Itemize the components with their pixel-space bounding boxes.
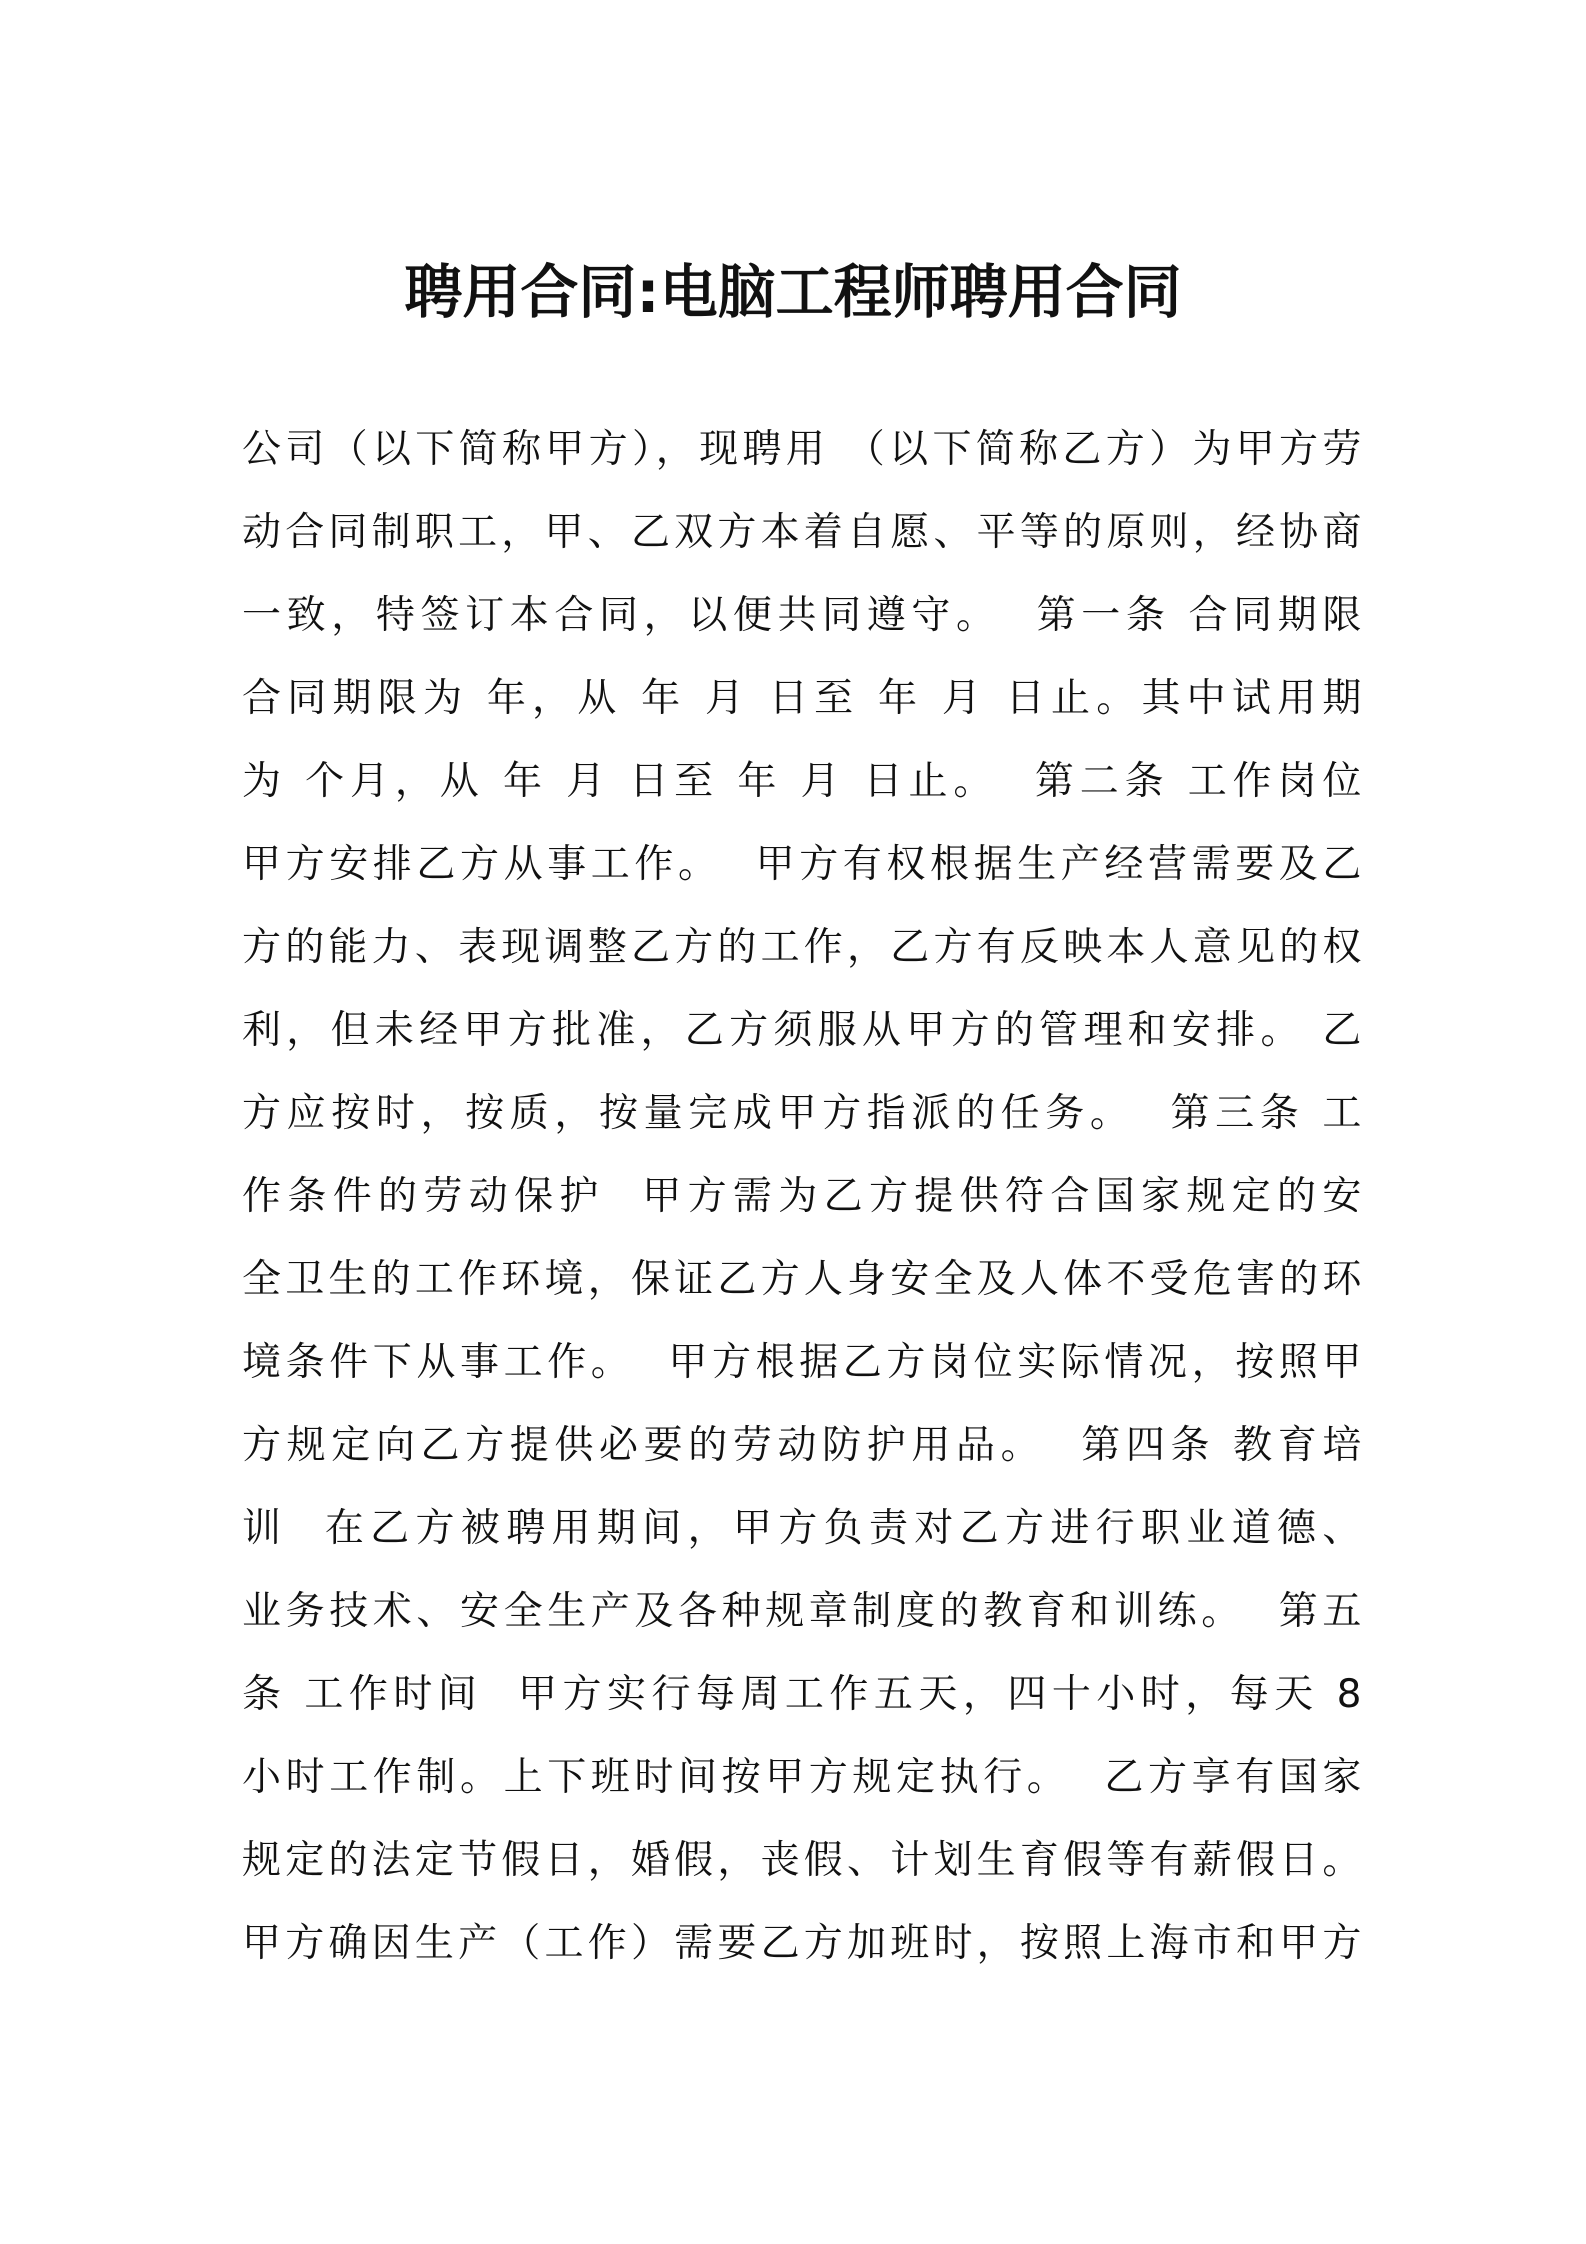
body-line-5: 为 个月，从 年 月 日至 年 月 日止。 第二条 工作岗位 [242,759,1362,804]
body-line-17: 小时工作制。上下班时间按甲方规定执行。 乙方享有国家 [242,1755,1362,1800]
body-line-7: 方的能力、表现调整乙方的工作，乙方有反映本人意见的权 [242,925,1362,970]
body-line-14: 训 在乙方被聘用期间，甲方负责对乙方进行职业道德、 [242,1506,1362,1551]
document-title: 聘用合同:电脑工程师聘用合同 [404,258,1182,326]
body-line-6: 甲方安排乙方从事工作。 甲方有权根据生产经营需要及乙 [242,842,1362,887]
body-line-16: 条 工作时间 甲方实行每周工作五天，四十小时，每天 8 [242,1672,1362,1717]
body-line-12: 境条件下从事工作。 甲方根据乙方岗位实际情况，按照甲 [242,1340,1362,1385]
body-line-3: 一致，特签订本合同，以便共同遵守。 第一条 合同期限 [242,593,1362,638]
body-line-4: 合同期限为 年，从 年 月 日至 年 月 日止。其中试用期 [242,676,1362,721]
body-line-19: 甲方确因生产（工作）需要乙方加班时，按照上海市和甲方 [242,1921,1362,1966]
body-line-8: 利，但未经甲方批准，乙方须服从甲方的管理和安排。 乙 [242,1008,1362,1053]
body-line-18: 规定的法定节假日，婚假，丧假、计划生育假等有薪假日。 [242,1838,1362,1883]
body-line-13: 方规定向乙方提供必要的劳动防护用品。 第四条 教育培 [242,1423,1362,1468]
body-line-2: 动合同制职工，甲、乙双方本着自愿、平等的原则，经协商 [242,510,1362,555]
contract-body [242,408,1362,1985]
body-line-11: 全卫生的工作环境，保证乙方人身安全及人体不受危害的环 [242,1257,1362,1302]
body-line-1: 公司（以下简称甲方），现聘用 （以下简称乙方）为甲方劳 [242,427,1362,472]
body-line-10: 作条件的劳动保护 甲方需为乙方提供符合国家规定的安 [242,1174,1362,1219]
body-line-15: 业务技术、安全生产及各种规章制度的教育和训练。 第五 [242,1589,1362,1634]
body-line-9: 方应按时，按质，按量完成甲方指派的任务。 第三条 工 [242,1091,1362,1136]
